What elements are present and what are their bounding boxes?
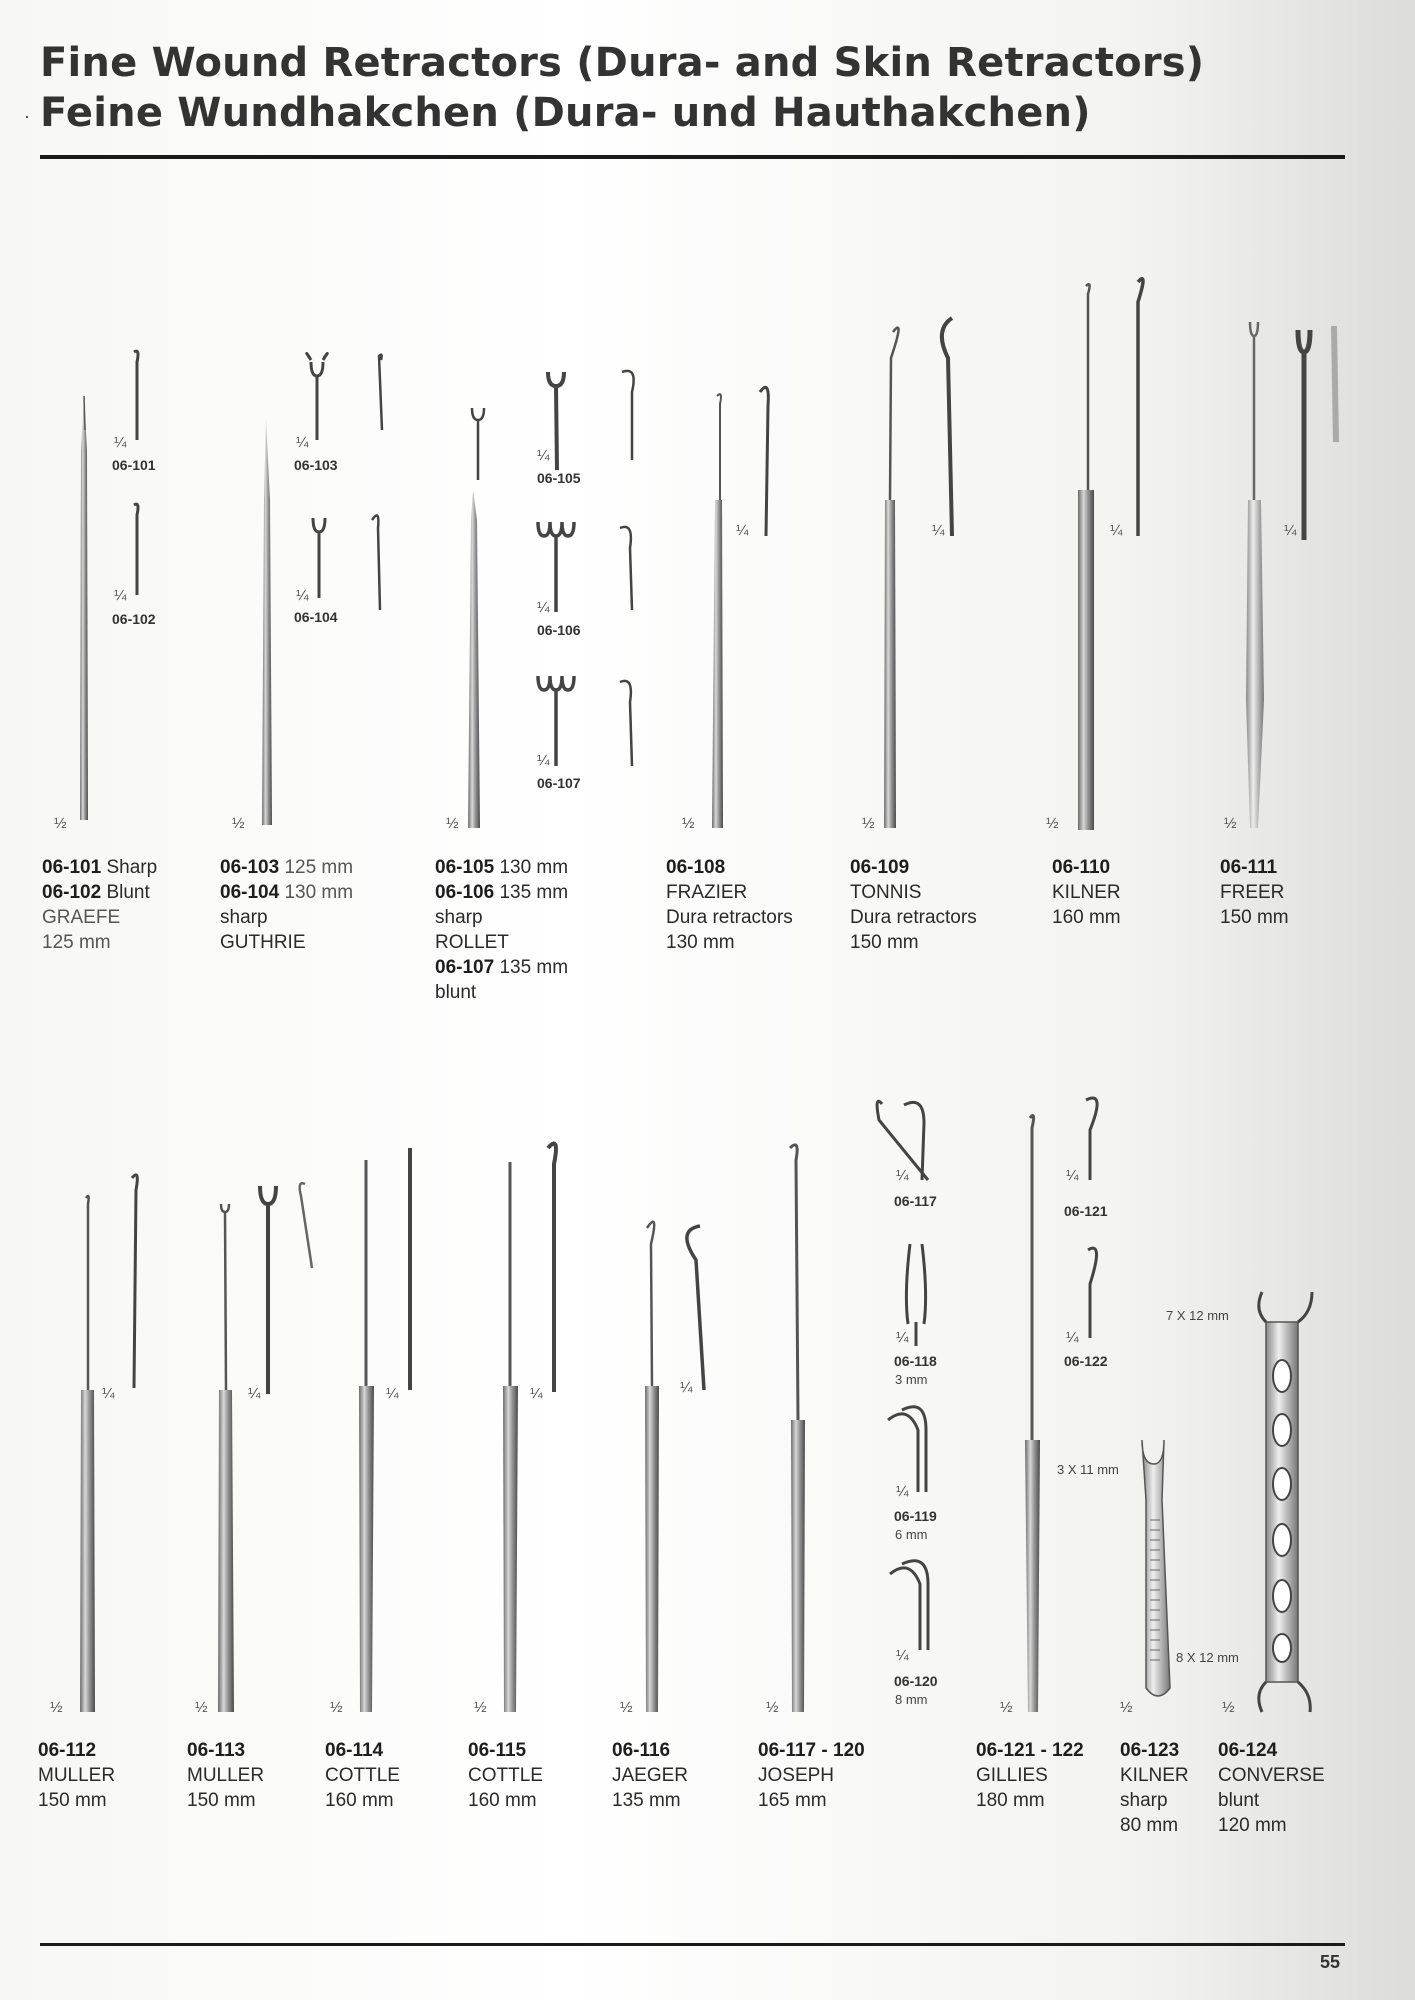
caption-converse: 06-124 CONVERSE blunt 120 mm	[1218, 1740, 1325, 1836]
caption-tonnis: 06-109 TONNIS Dura retractors 150 mm	[850, 857, 977, 953]
detail-label-06-102: 06-102	[112, 611, 156, 627]
caption-gillies: 06-121 - 122 GILLIES 180 mm	[976, 1740, 1084, 1811]
scale-label: ¼	[537, 752, 550, 769]
scale-label: ½	[682, 815, 695, 832]
scale-label: ¼	[248, 1385, 261, 1402]
scale-label: ½	[54, 815, 67, 832]
scale-label: ¼	[530, 1385, 543, 1402]
dimension-label-06-124-bottom: 8 X 12 mm	[1176, 1650, 1239, 1665]
instrument-rollet	[446, 371, 634, 832]
instrument-cottle-2	[474, 1144, 556, 1716]
scale-label: ¼	[896, 1483, 909, 1500]
detail-label-06-107: 06-107	[537, 775, 581, 791]
caption-cottle-1: 06-114 COTTLE 160 mm	[325, 1740, 400, 1811]
scale-label: ¼	[896, 1329, 909, 1346]
detail-label-06-119: 06-119	[894, 1508, 937, 1524]
scale-label: ½	[232, 815, 245, 832]
scale-label: ½	[330, 1699, 343, 1716]
scale-label: ½	[50, 1699, 63, 1716]
title-bullet: ·	[24, 106, 30, 126]
instrument-guthrie	[232, 353, 382, 832]
scale-label: ½	[1046, 815, 1059, 832]
detail-label-06-105: 06-105	[537, 470, 581, 486]
instrument-frazier	[682, 387, 768, 832]
scale-label: ¼	[932, 522, 945, 539]
scale-label: ¼	[114, 434, 127, 451]
caption-cottle-2: 06-115 COTTLE 160 mm	[468, 1740, 543, 1811]
instrument-gillies	[1000, 1098, 1108, 1716]
scale-label: ¼	[537, 599, 550, 616]
scale-label: ¼	[680, 1379, 693, 1396]
scale-label: ¼	[1066, 1329, 1079, 1346]
instrument-tonnis	[862, 318, 952, 832]
scale-label: ½	[1222, 1699, 1235, 1716]
caption-muller-2: 06-113 MULLER 150 mm	[187, 1740, 265, 1811]
instrument-kilner-long	[1046, 279, 1143, 832]
instrument-muller-2	[195, 1183, 312, 1716]
scale-label: ½	[862, 815, 875, 832]
scale-label: ¼	[296, 434, 309, 451]
scale-label: ½	[620, 1699, 633, 1716]
scale-label: ¼	[1284, 522, 1297, 539]
caption-guthrie: 06-103 125 mm 06-104 130 mm sharp GUTHRIE	[220, 857, 354, 953]
caption-freer: 06-111 FREER 150 mm	[1220, 857, 1289, 928]
scale-label: ½	[1000, 1699, 1013, 1716]
scale-label: ½	[1224, 815, 1237, 832]
detail-size-06-120: 8 mm	[895, 1692, 928, 1707]
scale-label: ¼	[537, 447, 550, 464]
detail-label-06-122: 06-122	[1064, 1353, 1108, 1369]
scale-label: ½	[766, 1699, 779, 1716]
detail-label-06-120: 06-120	[894, 1673, 938, 1689]
scale-label: ½	[1120, 1699, 1133, 1716]
scale-label: ¼	[102, 1385, 115, 1402]
caption-jaeger: 06-116 JAEGER 135 mm	[612, 1740, 689, 1811]
dimension-label-06-124-top: 7 X 12 mm	[1166, 1308, 1229, 1323]
page-title-english: Fine Wound Retractors (Dura- and Skin Retractors)	[40, 40, 1205, 86]
scale-label: ¼	[736, 522, 749, 539]
detail-label-06-101: 06-101	[112, 457, 156, 473]
scale-label: ¼	[114, 587, 127, 604]
detail-label-06-121: 06-121	[1064, 1203, 1108, 1219]
scale-label: ¼	[1110, 522, 1123, 539]
caption-frazier: 06-108 FRAZIER Dura retractors 130 mm	[666, 857, 793, 953]
caption-kilner-long: 06-110 KILNER 160 mm	[1052, 857, 1121, 928]
instrument-converse	[1166, 1292, 1312, 1716]
detail-label-06-117: 06-117	[894, 1193, 937, 1209]
scale-label: ¼	[896, 1647, 909, 1664]
scale-label: ½	[446, 815, 459, 832]
instrument-muller-1	[50, 1175, 137, 1716]
dimension-label-06-123: 3 X 11 mm	[1057, 1462, 1119, 1477]
scale-label: ¼	[296, 587, 309, 604]
instrument-graefe	[54, 351, 156, 832]
instrument-kilner-small	[1057, 1440, 1170, 1716]
page-title-german: Feine Wundhakchen (Dura- und Hauthakchen)	[40, 90, 1091, 136]
caption-rollet: 06-105 130 mm 06-106 135 mm sharp ROLLET 06-107 135 mm blunt	[435, 857, 569, 1003]
instrument-freer	[1224, 322, 1336, 832]
caption-graefe: 06-101 Sharp 06-102 Blunt GRAEFE 125 mm	[42, 857, 158, 953]
instrument-jaeger	[620, 1222, 704, 1716]
scale-label: ¼	[1066, 1167, 1079, 1184]
caption-muller-1: 06-112 MULLER 150 mm	[38, 1740, 116, 1811]
scale-label: ¼	[386, 1385, 399, 1402]
detail-label-06-103: 06-103	[294, 457, 338, 473]
page-number: 55	[1320, 1952, 1341, 1972]
caption-kilner-small: 06-123 KILNER sharp 80 mm	[1120, 1740, 1189, 1836]
scale-label: ¼	[896, 1167, 909, 1184]
scale-label: ½	[474, 1699, 487, 1716]
detail-size-06-118: 3 mm	[895, 1372, 928, 1387]
instrument-joseph	[766, 1101, 938, 1716]
detail-label-06-106: 06-106	[537, 622, 581, 638]
detail-label-06-104: 06-104	[294, 609, 338, 625]
detail-size-06-119: 6 mm	[895, 1527, 928, 1542]
detail-label-06-118: 06-118	[894, 1353, 937, 1369]
scale-label: ½	[195, 1699, 208, 1716]
instrument-cottle-1	[330, 1148, 410, 1716]
caption-joseph: 06-117 - 120 JOSEPH 165 mm	[758, 1740, 865, 1811]
footer-rule	[40, 1943, 1345, 1946]
